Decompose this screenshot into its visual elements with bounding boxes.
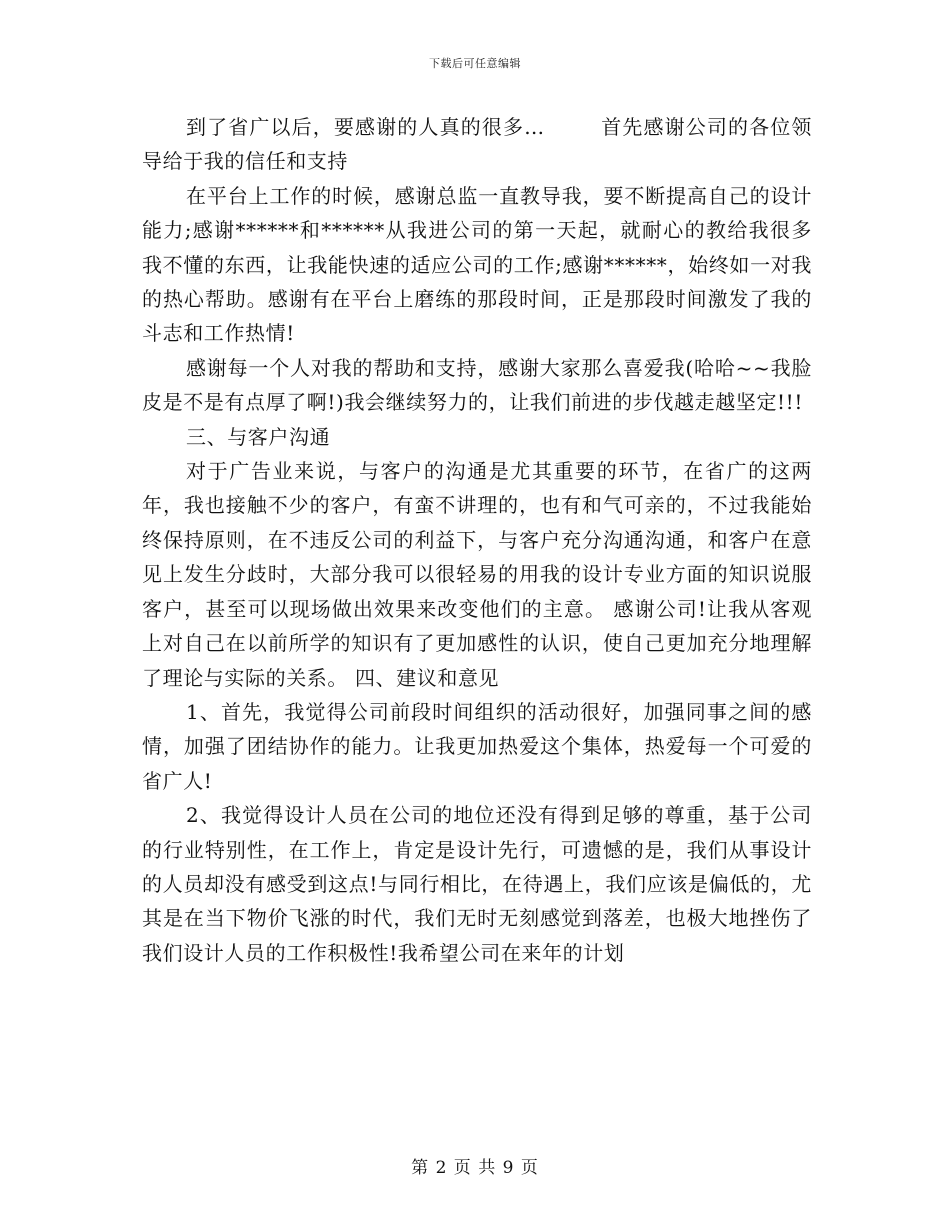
paragraph-thanks-intro-part1: 到了省广以后，要感谢的人真的很多… (186, 115, 545, 139)
paragraph-thanks-everyone: 感谢每一个人对我的帮助和支持，感谢大家那么喜爱我(哈哈~~我脸皮是不是有点厚了啊!)我会继续努力的，让我们前进的步伐越走越坚定!!! (142, 355, 812, 415)
document-body (142, 110, 812, 970)
paragraph-client-communication: 对于广告业来说，与客户的沟通是尤其重要的环节，在省广的这两年，我也接触不少的客户，有蛮不讲理的，也有和气可亲的，不过我能始终保持原则，在不违反公司的利益下，与客户充分沟通沟通，和客户在意见上发生分歧时，大部分我可以很轻易的用我的设计专业方面的知识说服客户，甚至可以现场做出效果来改变他们的主意。 感谢公司!让我从客观上对自己在以前所学的知识有了更加感性的认识，使自己更加充分地理解了理论与实际的关系。 四、建议和意见 (142, 459, 812, 690)
paragraph-thanks-intro (142, 110, 812, 179)
section-heading-client-communication: 三、与客户沟通 (186, 424, 331, 449)
paragraph-suggestion-1: 1、首先，我觉得公司前段时间组织的活动很好，加强同事之间的感情，加强了团结协作的能力。让我更加热爱这个集体，热爱每一个可爱的省广人! (142, 699, 812, 793)
paragraph-platform-work: 在平台上工作的时候，感谢总监一直教导我，要不断提高自己的设计能力;感谢******和******从我进公司的第一天起，就耐心的教给我很多我不懂的东西，让我能快速的适应公司的工作;感谢******，始终如一对我的热心帮助。感谢有在平台上磨练的那段时间，正是那段时间激发了我的斗志和工作热情! (142, 183, 812, 346)
page-number-footer: 第 2 页 共 9 页 (411, 1158, 539, 1178)
page-header: 下载后可任意编辑 (429, 57, 521, 70)
paragraph-thanks-intro-part2: 首先感谢公司的各位领导给于我的信任和支持 (142, 115, 813, 174)
paragraph-suggestion-2: 2、我觉得设计人员在公司的地位还没有得到足够的尊重，基于公司的行业特别性，在工作上，肯定是设计先行，可遗憾的是，我们从事设计的人员却没有感受到这点!与同行相比，在待遇上，我们应该是偏低的，尤其是在当下物价飞涨的时代，我们无时无刻感觉到落差，也极大地挫伤了我们设计人员的工作积极性!我希望公司在来年的计划 (142, 803, 812, 965)
